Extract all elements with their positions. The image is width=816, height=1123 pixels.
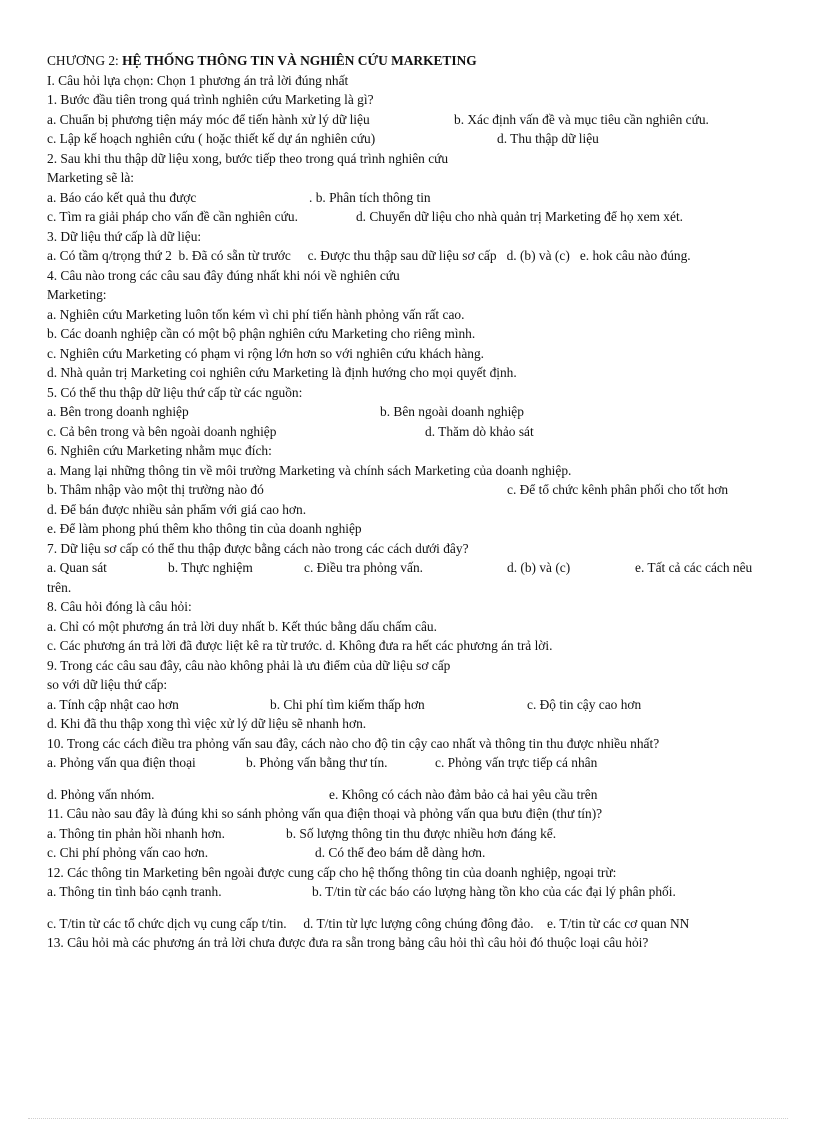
q10-option-c: c. Phỏng vấn trực tiếp cá nhân: [435, 755, 598, 770]
q3-option-e: e. hok câu nào đúng.: [579, 248, 691, 263]
question-12-row-ab: [47, 882, 769, 902]
q12-option-a: a. Thông tin tình báo cạnh tranh.: [47, 884, 222, 899]
question-7: 7. Dữ liệu sơ cấp có thể thu thập được bằng cách nào trong các cách dưới đây?: [47, 540, 469, 556]
question-1-row-ab: [47, 110, 769, 130]
question-9-row-abc: [47, 695, 769, 715]
q11-option-c: c. Chi phí phỏng vấn cao hơn.: [47, 845, 209, 860]
question-5-row-ab: [47, 402, 769, 422]
chapter-title: [47, 51, 769, 71]
question-11-row-cd: [47, 843, 769, 863]
q10-option-d: d. Phỏng vấn nhóm.: [47, 786, 155, 802]
question-10-row-abc: [47, 753, 769, 773]
q5-option-b: b. Bên ngoài doanh nghiệp: [380, 404, 524, 419]
page-bottom-divider: [28, 1118, 788, 1119]
question-13: 13. Câu hỏi mà các phương án trả lời chưa được đưa ra sẵn trong bảng câu hỏi thì câu hỏi đó thuộc loại câu hỏi?: [47, 935, 649, 950]
question-4-line-1: 4. Câu nào trong các câu sau đây đúng nhất khi nói về nghiên cứu: [47, 267, 400, 283]
q9-option-a: a. Tính cập nhật cao hơn: [47, 696, 179, 712]
question-7-options: [47, 558, 769, 597]
q2-option-d: d. Chuyển dữ liệu cho nhà quản trị Marketing để họ xem xét.: [355, 209, 684, 224]
q10-option-b: b. Phỏng vấn bằng thư tín.: [246, 755, 388, 770]
q6-option-e: e. Để làm phong phú thêm kho thông tin của doanh nghiệp: [47, 521, 362, 536]
question-4-line-2: Marketing:: [47, 287, 107, 302]
question-9-line-2: so với dữ liệu thứ cấp:: [47, 677, 168, 692]
q6-option-c: c. Để tổ chức kênh phân phối cho tốt hơn: [507, 482, 729, 497]
q10-option-e: e. Không có cách nào đảm bảo cả hai yêu cầu trên: [329, 786, 598, 802]
question-11: 11. Câu nào sau đây là đúng khi so sánh phỏng vấn qua điện thoại và phỏng vấn qua bưu điện (thư tín)?: [47, 806, 603, 821]
q8-option-ab: a. Chỉ có một phương án trả lời duy nhất b. Kết thúc bằng dấu chấm câu.: [47, 618, 437, 634]
q12-option-d: d. T/tin từ lực lượng công chúng đông đảo.: [303, 915, 534, 931]
q12-option-c: c. T/tin từ các tổ chức dịch vụ cung cấp t/tin.: [47, 915, 287, 931]
q7-option-a: a. Quan sát: [47, 560, 107, 575]
q1-option-a: a. Chuẩn bị phương tiện máy móc để tiến hành xử lý dữ liệu: [47, 111, 370, 127]
q2-option-b: . b. Phân tích thông tin: [309, 189, 431, 205]
section-heading: I. Câu hỏi lựa chọn: Chọn 1 phương án trả lời đúng nhất: [47, 72, 349, 88]
q6-option-d: d. Để bán được nhiều sản phẩm với giá cao hơn.: [47, 501, 307, 517]
q4-option-b: b. Các doanh nghiệp cần có một bộ phận nghiên cứu Marketing cho riêng mình.: [47, 326, 476, 341]
q1-option-c: c. Lập kế hoạch nghiên cứu ( hoặc thiết kế dự án nghiên cứu): [47, 131, 376, 146]
q7-option-d: d. (b) và (c): [507, 560, 571, 575]
q3-option-a: a. Có tầm q/trọng thứ 2: [47, 248, 172, 263]
q11-option-b: b. Số lượng thông tin thu được nhiều hơn đáng kể.: [286, 825, 557, 841]
question-1-row-cd: [47, 129, 769, 149]
q7-option-b: b. Thực nghiệm: [168, 560, 253, 575]
q4-option-c: c. Nghiên cứu Marketing có phạm vi rộng lớn hơn so với nghiên cứu khách hàng.: [47, 345, 485, 361]
document-content: [47, 51, 769, 953]
q6-option-a: a. Mang lại những thông tin về môi trường Marketing và chính sách Marketing của doanh nghiệp.: [47, 462, 572, 478]
q10-option-a: a. Phỏng vấn qua điện thoại: [47, 755, 196, 770]
question-10: 10. Trong các cách điều tra phỏng vấn sau đây, cách nào cho độ tin cậy cao nhất và thông tin thu được nhiều nhất?: [47, 735, 660, 751]
q9-option-b: b. Chi phí tìm kiếm thấp hơn: [270, 696, 425, 712]
q4-option-a: a. Nghiên cứu Marketing luôn tốn kém vì chi phí tiến hành phỏng vấn rất cao.: [47, 306, 465, 322]
q12-option-e: e. T/tin từ các cơ quan NN: [546, 915, 690, 931]
question-11-row-ab: [47, 824, 769, 844]
q8-option-cd: c. Các phương án trả lời đã được liệt kê ra từ trước. d. Không đưa ra hết các phương án trả lời.: [47, 638, 553, 653]
q5-option-c: c. Cả bên trong và bên ngoài doanh nghiệp: [47, 423, 277, 439]
question-10-row-de: [47, 785, 769, 805]
question-2-line-2: Marketing sẽ là:: [47, 170, 135, 185]
question-6-row-bc: [47, 480, 769, 500]
question-9-line-1: 9. Trong các câu sau đây, câu nào không phải là ưu điểm của dữ liệu sơ cấp: [47, 657, 451, 673]
q6-option-b: b. Thâm nhập vào một thị trường nào đó: [47, 482, 264, 497]
chapter-prefix: CHƯƠNG 2:: [47, 53, 123, 68]
q9-option-c: c. Độ tin cậy cao hơn: [527, 696, 642, 712]
q11-option-a: a. Thông tin phản hồi nhanh hơn.: [47, 825, 225, 841]
q9-option-d: d. Khi đã thu thập xong thì việc xử lý dữ liệu sẽ nhanh hơn.: [47, 716, 367, 731]
q3-option-b: b. Đã có sẵn từ trước: [178, 248, 291, 263]
q11-option-d: d. Có thể đeo bám dễ dàng hơn.: [315, 845, 486, 860]
q3-option-d: d. (b) và (c): [506, 248, 570, 263]
q2-option-a: a. Báo cáo kết quả thu được: [47, 189, 197, 205]
question-6: 6. Nghiên cứu Marketing nhằm mục đích:: [47, 443, 272, 458]
q7-option-c: c. Điều tra phỏng vấn.: [304, 560, 423, 575]
chapter-heading: HỆ THỐNG THÔNG TIN VÀ NGHIÊN CỨU MARKETING: [122, 53, 477, 68]
question-2-row-cd: [47, 207, 769, 227]
q5-option-a: a. Bên trong doanh nghiệp: [47, 404, 189, 419]
q3-option-c: c. Được thu thập sau dữ liệu sơ cấp: [307, 248, 497, 263]
question-8: 8. Câu hỏi đóng là câu hỏi:: [47, 599, 192, 614]
question-2-line-1: 2. Sau khi thu thập dữ liệu xong, bước tiếp theo trong quá trình nghiên cứu: [47, 150, 449, 166]
q7-option-e: e. Tất cả các cách nêu trên.: [47, 560, 753, 595]
question-5: 5. Có thể thu thập dữ liệu thứ cấp từ các nguồn:: [47, 384, 303, 400]
q2-option-c: c. Tìm ra giải pháp cho vấn đề cần nghiên cứu.: [47, 209, 298, 224]
question-12: 12. Các thông tin Marketing bên ngoài được cung cấp cho hệ thống thông tin của doanh nghiệp, ngoại trừ:: [47, 864, 617, 880]
question-5-row-cd: [47, 422, 769, 442]
question-3-options: [47, 246, 769, 266]
question-12-row-cde: [47, 914, 769, 934]
question-2-row-ab: [47, 188, 769, 208]
q1-option-d: d. Thu thập dữ liệu: [497, 131, 599, 146]
question-3: 3. Dữ liệu thứ cấp là dữ liệu:: [47, 228, 202, 244]
q1-option-b: b. Xác định vấn đề và mục tiêu cần nghiên cứu.: [454, 111, 709, 127]
q12-option-b: b. T/tin từ các báo cáo lượng hàng tồn kho của các đại lý phân phối.: [312, 884, 676, 899]
q5-option-d: d. Thăm dò khảo sát: [425, 423, 534, 439]
q4-option-d: d. Nhà quản trị Marketing coi nghiên cứu Marketing là định hướng cho mọi quyết định.: [47, 365, 517, 380]
question-1: 1. Bước đầu tiên trong quá trình nghiên cứu Marketing là gì?: [47, 92, 374, 107]
